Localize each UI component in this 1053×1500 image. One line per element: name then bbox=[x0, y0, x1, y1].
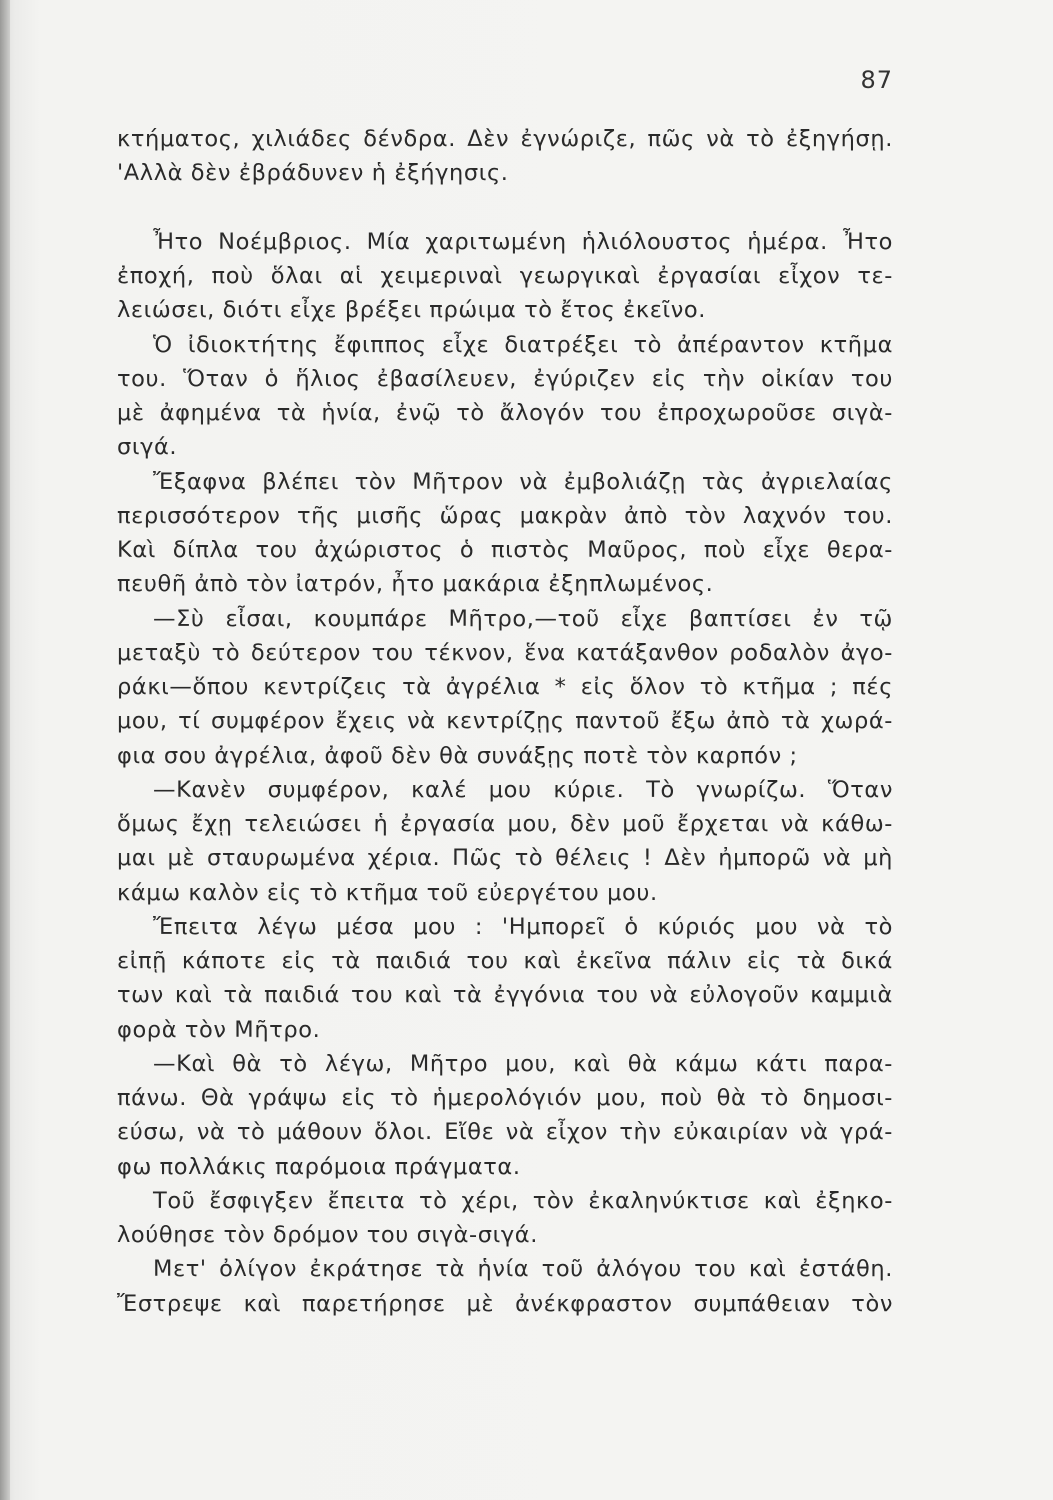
text-line: ἐποχή, ποὺ ὅλαι αἱ χειμεριναὶ γεωργικαὶ ἐργασίαι εἶχον τε- bbox=[117, 263, 893, 289]
text-line: μου, τί συμφέρον ἔχεις νὰ κεντρίζῃς παντοῦ ἔξω ἀπὸ τὰ χωρά- bbox=[117, 708, 893, 735]
book-spine-shadow bbox=[0, 0, 10, 1500]
text-line: φορὰ τὸν Μῆτρο. bbox=[117, 1016, 321, 1043]
text-line: πάνω. Θὰ γράψω εἰς τὸ ἡμερολόγιόν μου, ποὺ θὰ τὸ δημοσι- bbox=[117, 1085, 893, 1111]
text-line: 'Αλλὰ δὲν ἐβράδυνεν ἡ ἐξήγησις. bbox=[117, 160, 509, 187]
text-line: του. Ὅταν ὁ ἥλιος ἐβασίλευεν, ἐγύριζεν εἰς τὴν οἰκίαν του bbox=[117, 365, 893, 392]
text-line: ὅμως ἔχῃ τελειώσει ἡ ἐργασία μου, δὲν μοῦ ἔρχεται νὰ κάθω- bbox=[117, 811, 893, 837]
text-line: —Κανὲν συμφέρον, καλέ μου κύριε. Τὸ γνωρίζω. Ὅταν bbox=[153, 776, 893, 803]
text-line: —Σὺ εἶσαι, κουμπάρε Μῆτρο,—τοῦ εἶχε βαπτίσει ἐν τῷ bbox=[153, 605, 893, 632]
text-line: λειώσει, διότι εἶχε βρέξει πρώιμα τὸ ἔτος ἐκεῖνο. bbox=[117, 297, 707, 324]
text-line: φια σου ἀγρέλια, ἀφοῦ δὲν θὰ συνάξῃς ποτὲ τὸν καρπόν ; bbox=[117, 742, 798, 769]
text-line: Ἔπειτα λέγω μέσα μου : 'Ημπορεῖ ὁ κύριός μου νὰ τὸ bbox=[153, 913, 893, 940]
text-line: μεταξὺ τὸ δεύτερον του τέκνον, ἕνα κατάξανθον ροδαλὸν ἀγο- bbox=[117, 639, 893, 666]
text-line: πευθῆ ἀπὸ τὸν ἰατρόν, ἦτο μακάρια ἐξηπλωμένος. bbox=[117, 571, 714, 598]
text-line: Ἔξαφνα βλέπει τὸν Μῆτρον νὰ ἐμβολιάζῃ τὰς ἀγριελαίας bbox=[153, 468, 893, 495]
body-text bbox=[117, 122, 893, 1321]
text-line: κάμω καλὸν εἰς τὸ κτῆμα τοῦ εὐεργέτου μου. bbox=[117, 879, 658, 906]
text-line: Καὶ δίπλα του ἀχώριστος ὁ πιστὸς Μαῦρος, ποὺ εἶχε θερα- bbox=[117, 537, 893, 563]
page-number: 87 bbox=[860, 66, 893, 94]
text-line: μαι μὲ σταυρωμένα χέρια. Πῶς τὸ θέλεις ! Δὲν ἠμπορῶ νὰ μὴ bbox=[117, 845, 893, 872]
text-line: ράκι—ὅπου κεντρίζεις τὰ ἀγρέλια * εἰς ὅλον τὸ κτῆμα ; πές bbox=[117, 674, 893, 700]
text-line: εἰπῇ κάποτε εἰς τὰ παιδιά του καὶ ἐκεῖνα πάλιν εἰς τὰ δικά bbox=[117, 948, 893, 974]
text-line: των καὶ τὰ παιδιά του καὶ τὰ ἐγγόνια του νὰ εὐλογοῦν καμμιὰ bbox=[117, 982, 893, 1009]
text-line: —Καὶ θὰ τὸ λέγω, Μῆτρο μου, καὶ θὰ κάμω κάτι παρα- bbox=[153, 1050, 893, 1077]
text-line: σιγά. bbox=[117, 434, 178, 461]
text-line: περισσότερον τῆς μισῆς ὥρας μακρὰν ἀπὸ τὸν λαχνόν του. bbox=[117, 502, 893, 529]
text-line: εύσω, νὰ τὸ μάθουν ὅλοι. Εἴθε νὰ εἶχον τὴν εὐκαιρίαν νὰ γρά- bbox=[117, 1119, 893, 1146]
text-line: Τοῦ ἔσφιγξεν ἔπειτα τὸ χέρι, τὸν ἐκαληνύκτισε καὶ ἐξηκο- bbox=[153, 1187, 893, 1214]
text-line: κτήματος, χιλιάδες δένδρα. Δὲν ἐγνώριζε, πῶς νὰ τὸ ἐξηγήσῃ. bbox=[117, 126, 893, 152]
paragraph-gap bbox=[117, 191, 893, 225]
text-line: Ἔστρεψε καὶ παρετήρησε μὲ ἀνέκφραστον συμπάθειαν τὸν bbox=[117, 1290, 893, 1317]
text-line: Ἦτο Νοέμβριος. Μία χαριτωμένη ἡλιόλουστος ἡμέρα. Ἦτο bbox=[153, 228, 893, 255]
text-line: Μετ' ὀλίγον ἐκράτησε τὰ ἡνία τοῦ ἀλόγου του καὶ ἐστάθη. bbox=[153, 1256, 893, 1283]
text-line: Ὁ ἰδιοκτήτης ἔφιππος εἶχε διατρέξει τὸ ἀπέραντον κτῆμα bbox=[153, 331, 893, 358]
text-line: φω πολλάκις παρόμοια πράγματα. bbox=[117, 1153, 521, 1180]
text-line: μὲ ἀφημένα τὰ ἡνία, ἐνῷ τὸ ἄλογόν του ἐπροχωροῦσε σιγὰ- bbox=[117, 400, 893, 426]
text-line: λούθησε τὸν δρόμον του σιγὰ-σιγά. bbox=[117, 1222, 538, 1248]
